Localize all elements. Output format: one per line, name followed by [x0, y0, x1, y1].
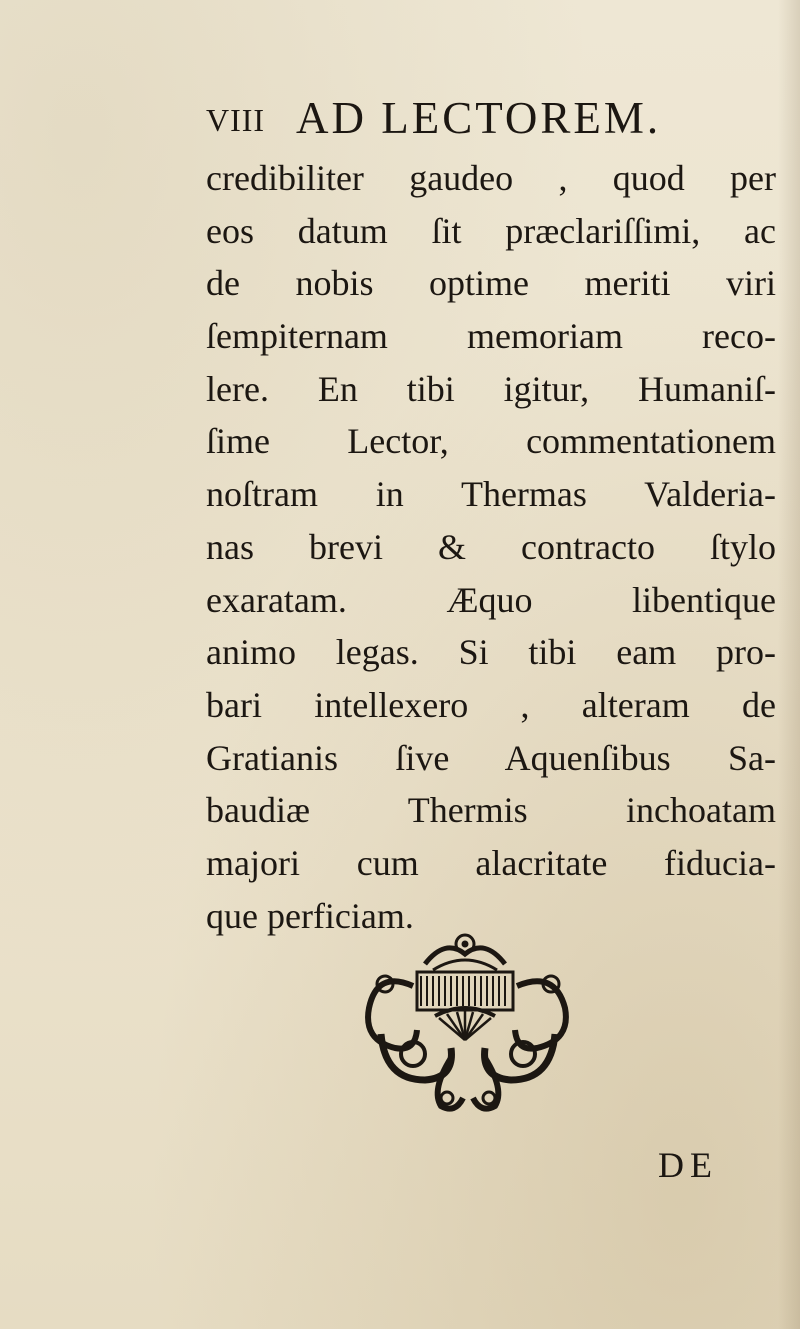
text-line: que perficiam. — [206, 895, 414, 936]
text-line: baudiæ Thermis inchoatam — [206, 790, 776, 831]
body-text — [206, 152, 776, 942]
text-line: nas brevi & contracto ſtylo — [206, 526, 776, 567]
text-line: de nobis optime meriti viri — [206, 263, 776, 304]
page-edge-shadow — [778, 0, 800, 1329]
text-line: lere. En tibi igitur, Humaniſ- — [206, 368, 776, 409]
running-head: AD LECTOREM. — [296, 93, 662, 143]
text-line: eos datum ſit præclariſſimi, ac — [206, 210, 776, 251]
text-line: credibiliter gaudeo , quod per — [206, 158, 776, 198]
page-number: VIII — [206, 102, 266, 138]
text-line: animo legas. Si tibi eam pro- — [206, 632, 776, 673]
text-line: ſempiternam memoriam reco- — [206, 316, 776, 357]
text-line: noſtram in Thermas Valderia- — [206, 474, 776, 515]
text-line: majori cum alacritate fiducia- — [206, 842, 776, 883]
catchword: DE — [658, 1145, 718, 1185]
text-line: exaratam. Æquo libentique — [206, 579, 776, 620]
page-header — [206, 92, 766, 142]
text-line: ſime Lector, commentationem — [206, 421, 776, 462]
floral-tailpiece-icon — [355, 930, 605, 1115]
text-line: bari intellexero , alteram de — [206, 684, 776, 725]
text-line: Gratianis ſive Aquenſibus Sa- — [206, 737, 776, 778]
